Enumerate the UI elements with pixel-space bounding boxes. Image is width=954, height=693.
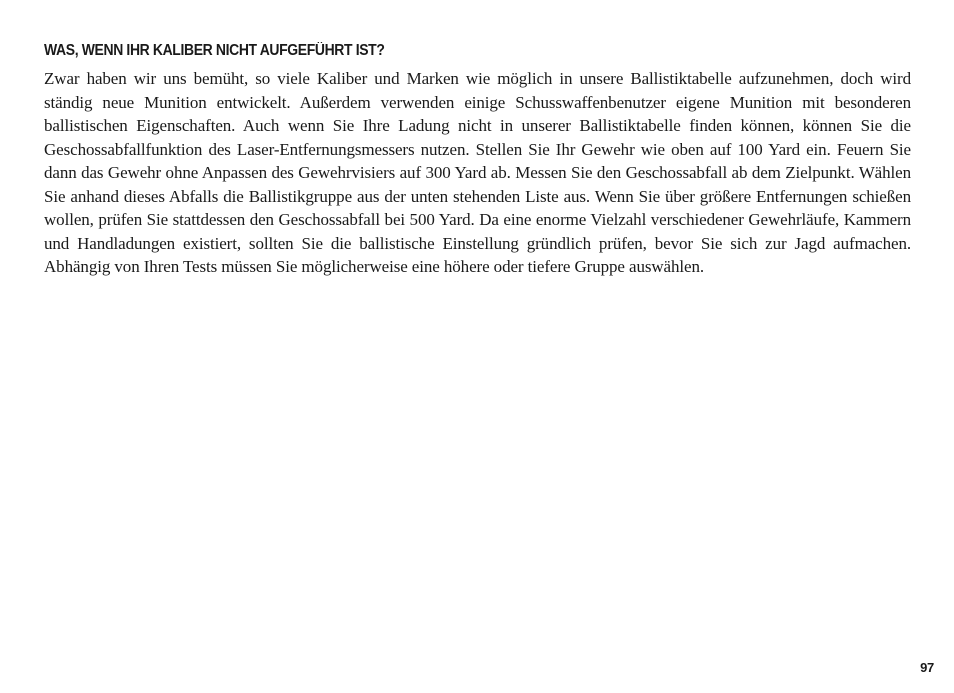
section-body-paragraph: Zwar haben wir uns bemüht, so viele Kaliber und Marken wie möglich in unsere Ballistiktabelle aufzunehmen, doch wird ständig neue Munition entwickelt. Außerdem verwenden einige Schusswaffenbenutzer eigene Munition mit besonderen ballistischen Eigenschaften. Auch wenn Sie Ihre Ladung nicht in unserer Ballistiktabelle finden können, können Sie die Geschossabfallfunktion des Laser-Entfernungsmessers nutzen. Stellen Sie Ihr Gewehr wie oben auf 100 Yard ein. Feuern Sie dann das Gewehr ohne Anpassen des Gewehrvisiers auf 300 Yard ab. Messen Sie den Geschossabfall ab dem Zielpunkt. Wählen Sie anhand dieses Abfalls die Ballistikgruppe aus der unten stehenden Liste aus. Wenn Sie über größere Entfernungen schießen wollen, prüfen Sie stattdessen den Geschossabfall bei 500 Yard. Da eine enorme Vielzahl verschiedener Gewehrläufe, Kammern und Handladungen existiert, sollten Sie die ballistische Einstellung gründlich prüfen, bevor Sie sich zur Jagd aufmachen. Abhängig von Ihren Tests müssen Sie möglicherweise eine höhere oder tiefere Gruppe auswählen. <box>44 69 911 276</box>
page-number: 97 <box>920 660 934 675</box>
section-heading: WAS, WENN IHR KALIBER NICHT AUFGEFÜHRT IST? <box>44 42 385 59</box>
document-page <box>44 40 911 279</box>
